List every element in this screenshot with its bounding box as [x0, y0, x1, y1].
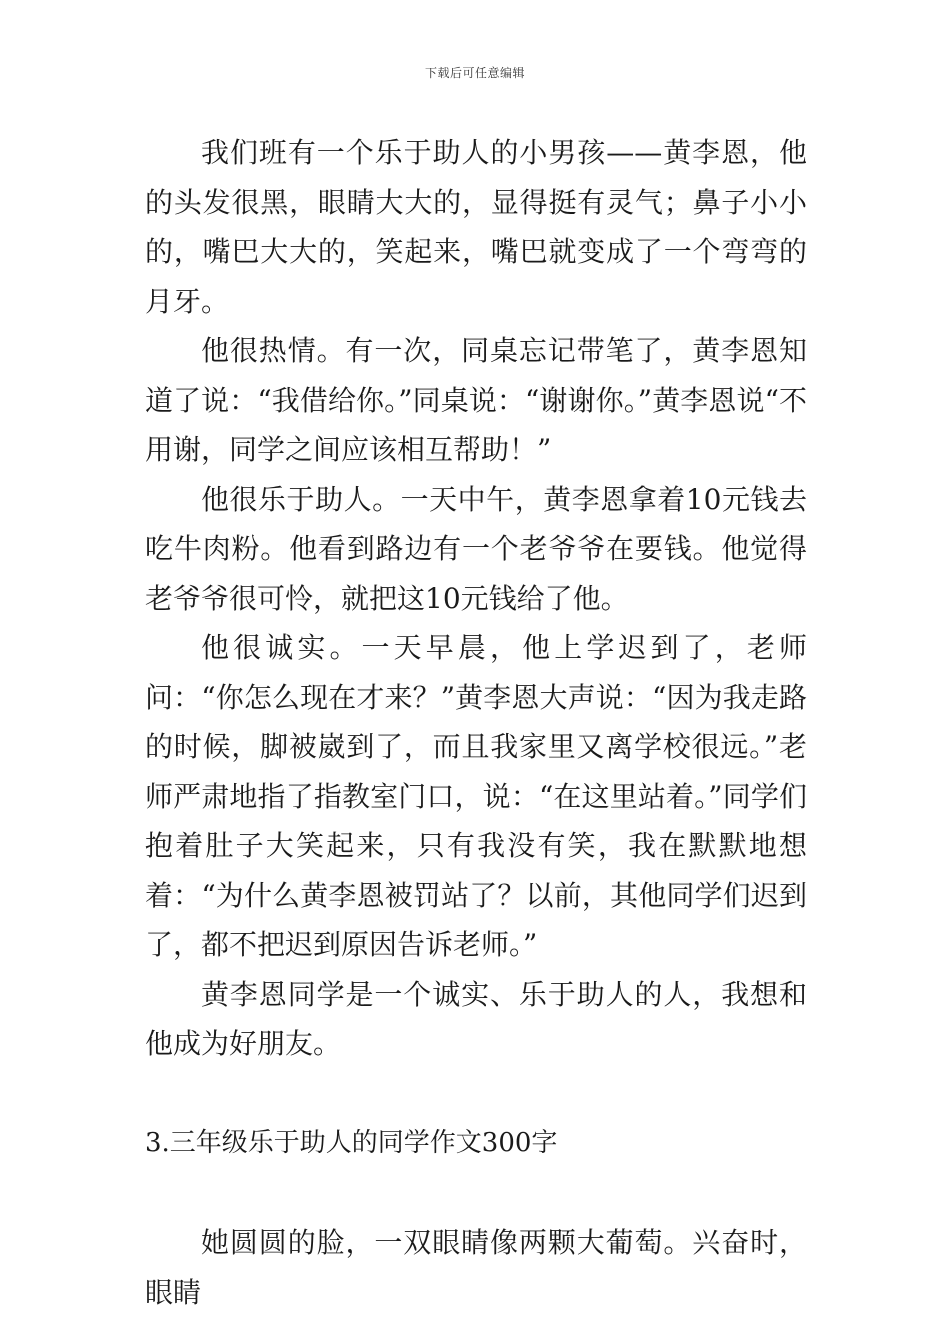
spacer — [145, 1069, 807, 1119]
spacer — [145, 1168, 807, 1218]
paragraph-conclusion: 黄李恩同学是一个诚实、乐于助人的人，我想和他成为好朋友。 — [145, 977, 807, 1060]
document-body — [145, 128, 807, 1317]
paragraph-intro: 我们班有一个乐于助人的小男孩——黄李恩，他的头发很黑，眼睛大大的，显得挺有灵气；鼻子小小的，嘴巴大大的，笑起来，嘴巴就变成了一个弯弯的月牙。 — [145, 136, 807, 318]
paragraph-honest: 他很诚实。一天早晨，他上学迟到了，老师问：“你怎么现在才来？”黄李恩大声说：“因为我走路的时候，脚被崴到了，而且我家里又离学校很远。”老师严肃地指了指教室门口，说：“在这里站着。”同学们抱着肚子大笑起来，只有我没有笑，我在默默地想着：“为什么黄李恩被罚站了？以前，其他同学们迟到了，都不把迟到原因告诉老师。” — [145, 631, 807, 961]
header-note: 下载后可任意编辑 — [424, 66, 525, 80]
section-heading: 3.三年级乐于助人的同学作文300字 — [145, 1127, 558, 1158]
paragraph-helpful: 他很乐于助人。一天中午，黄李恩拿着10元钱去吃牛肉粉。他看到路边有一个老爷爷在要钱。他觉得老爷爷很可怜，就把这10元钱给了他。 — [145, 482, 807, 615]
paragraph-enthusiastic: 他很热情。有一次，同桌忘记带笔了，黄李恩知道了说：“我借给你。”同桌说：“谢谢你。”黄李恩说“不用谢，同学之间应该相互帮助！” — [145, 334, 807, 466]
paragraph-next-essay: 她圆圆的脸，一双眼睛像两颗大葡萄。兴奋时，眼睛 — [145, 1226, 807, 1309]
